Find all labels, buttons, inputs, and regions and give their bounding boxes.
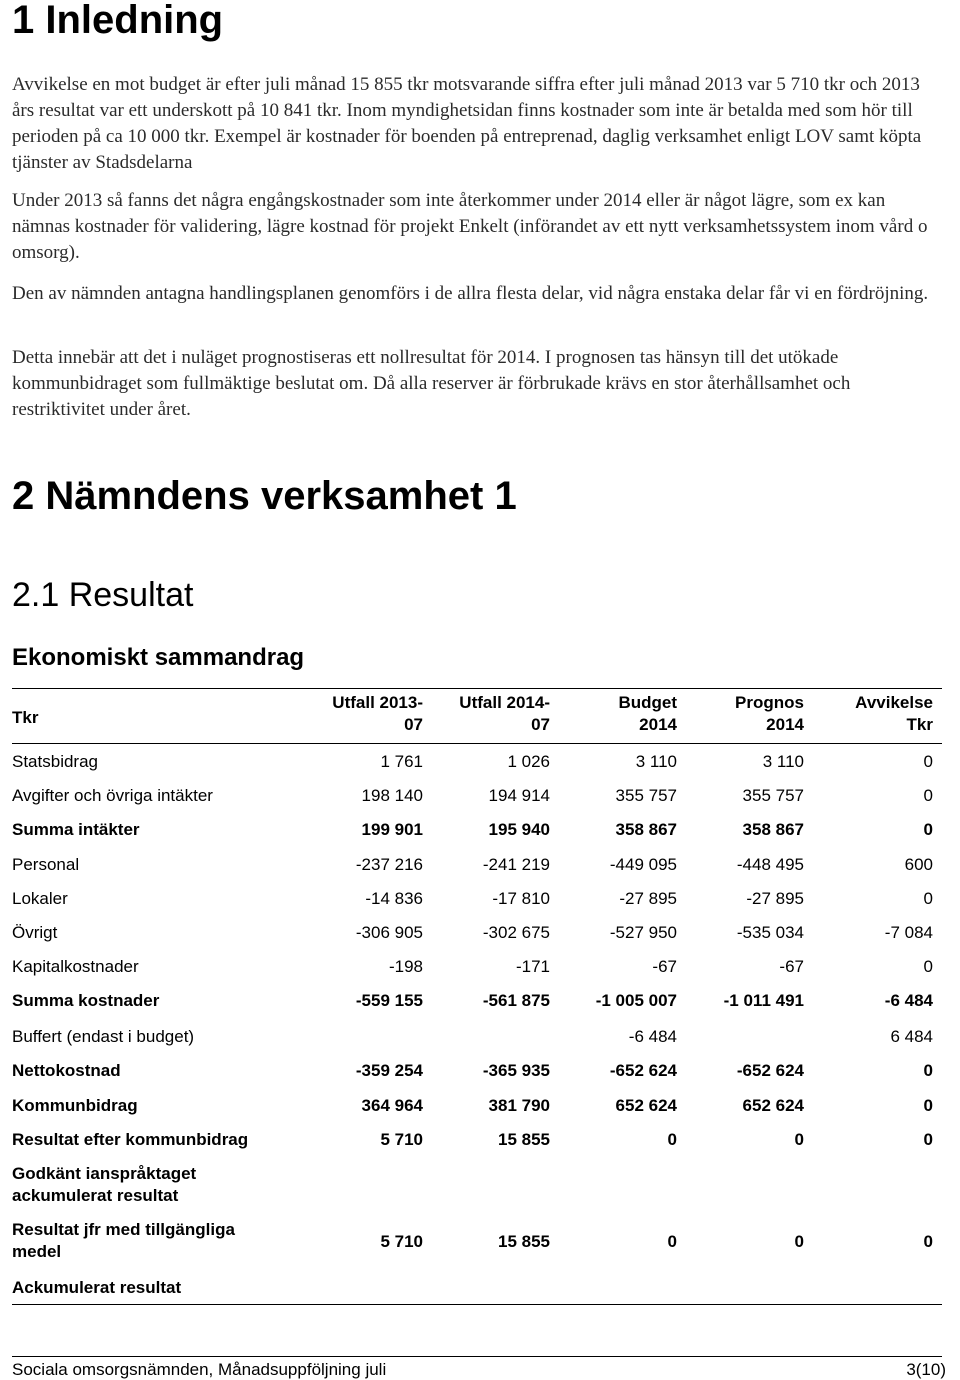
header-col-3: Budget 2014 (618, 693, 677, 734)
table-top-rule (12, 688, 942, 689)
footer-page-number: 3(10) (906, 1360, 946, 1379)
header-label: Tkr (12, 708, 39, 727)
footer-document-title: Sociala omsorgsnämnden, Månadsuppföljning juli (12, 1360, 387, 1379)
header-col-4: Prognos 2014 (735, 693, 804, 734)
section-heading-1: 1 Inledning (12, 0, 224, 42)
paragraph-4: Detta innebär att det i nuläget prognostiseras ett nollresultat för 2014. I prognosen tas hänsyn till det utökade kommunbidraget som fullmäktige beslutat om. Då alla reserver är förbrukade krävs en stor återhållsamhet och restriktivitet under året. (12, 347, 851, 420)
footer-rule (12, 1356, 942, 1357)
header-col-2: Utfall 2014- 07 (459, 693, 550, 734)
subsection-heading: 2.1 Resultat (12, 576, 194, 614)
section-heading-2: 2 Nämndens verksamhet 1 (12, 474, 517, 518)
paragraph-1: Avvikelse en mot budget är efter juli månad 15 855 tkr motsvarande siffra efter juli månad 2013 var 5 710 tkr och 2013 års resultat var ett underskott på 10 841 tkr. Inom myndighetsidan finns kostnader som inte är betalda med som hör till perioden på ca 10 000 tkr. Exempel är kostnader för boenden på entreprenad, daglig verksamhet enligt LOV samt köpta tjänster av Stadsdelarna (12, 74, 922, 173)
paragraph-2: Under 2013 så fanns det några engångskostnader som inte återkommer under 2014 eller är något lägre, som ex kan nämnas kostnader för validering, lägre kostnad för projekt Enkelt (införandet av ett nytt verksamhetssystem inom vård o omsorg). (12, 190, 928, 263)
table-header-rule (12, 743, 942, 744)
header-col-1: Utfall 2013- 07 (332, 693, 423, 734)
table-title: Ekonomiskt sammandrag (12, 644, 305, 671)
header-col-5: Avvikelse Tkr (855, 693, 933, 734)
table-bottom-rule (12, 1304, 942, 1305)
paragraph-3: Den av nämnden antagna handlingsplanen genomförs i de allra flesta delar, vid några enstaka delar får vi en fördröjning. (12, 283, 929, 304)
